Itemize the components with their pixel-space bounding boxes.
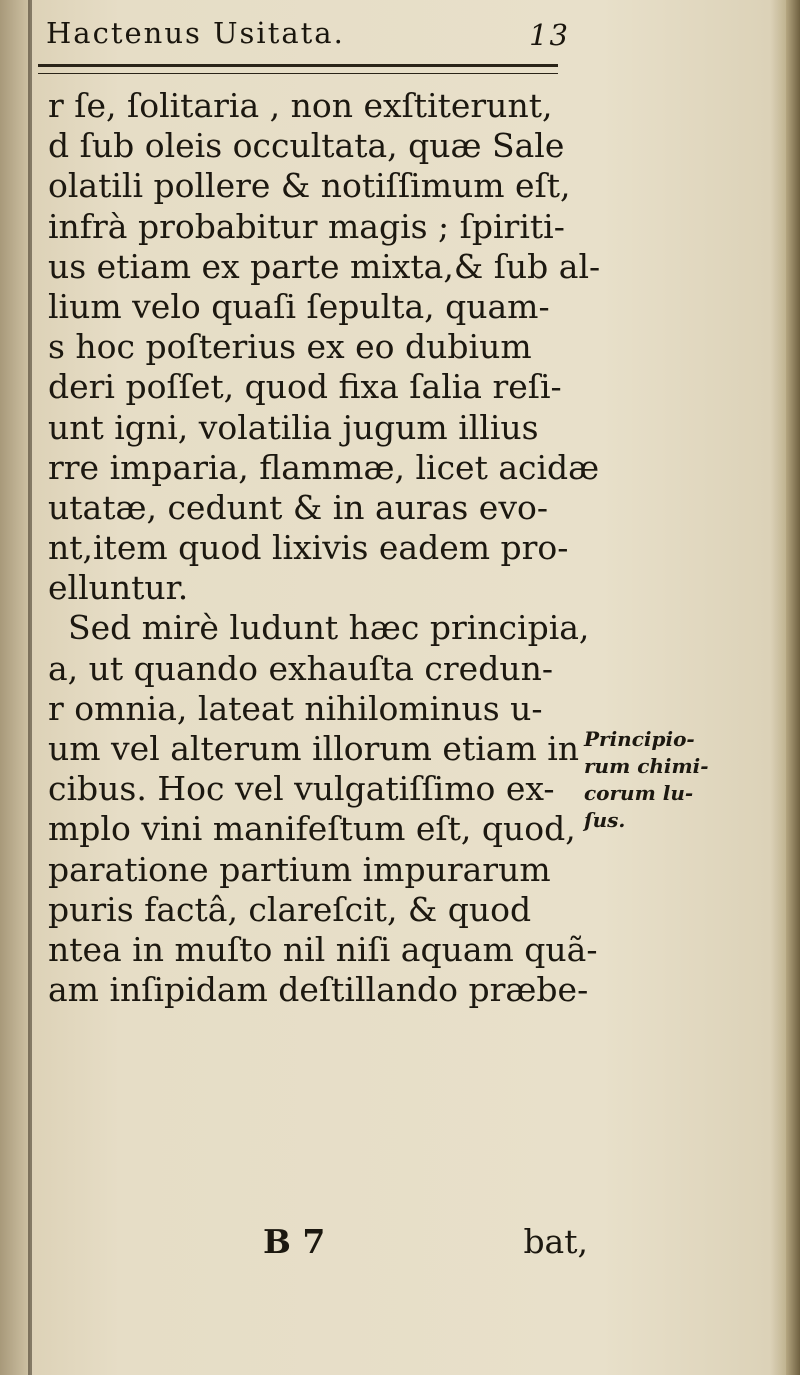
text-line: unt igni, volatilia jugum illius bbox=[48, 407, 539, 447]
text-line: lium velo quaſi ſepulta, quam- bbox=[48, 286, 550, 326]
text-line: nt,item quod lixivis eadem pro- bbox=[48, 528, 569, 568]
text-line: um vel alterum illorum etiam in bbox=[48, 729, 580, 768]
marginal-note bbox=[584, 726, 744, 834]
text-line: deri poſſet, quod fixa ſalia reſi- bbox=[48, 367, 562, 407]
text-line: elluntur. bbox=[48, 568, 189, 608]
paragraph-start-line: Sed mirè ludunt hæc principia, bbox=[68, 608, 590, 648]
marginal-line: ſus. bbox=[584, 808, 626, 832]
text-line: r omnia, lateat nihilominus u- bbox=[48, 688, 543, 728]
binding-gutter bbox=[0, 0, 30, 1375]
text-line: olatili pollere & notiſſimum eſt, bbox=[48, 166, 571, 206]
running-title: Hactenus Usitata. bbox=[46, 16, 345, 50]
running-header bbox=[38, 10, 578, 60]
marginal-line: Principio- bbox=[584, 727, 695, 751]
marginal-line: rum chimi- bbox=[584, 754, 709, 778]
gutter-shadow bbox=[28, 0, 32, 1375]
text-line: cibus. Hoc vel vulgatiſſimo ex- bbox=[48, 769, 555, 809]
text-line: r ſe, ſolitaria , non exſtiterunt, bbox=[48, 86, 553, 125]
text-line: a, ut quando exhauſta credun- bbox=[48, 648, 553, 688]
text-line: puris factâ, clareſcit, & quod bbox=[48, 889, 532, 929]
page-footer bbox=[48, 1222, 588, 1264]
page-number: 13 bbox=[529, 18, 570, 52]
signature-mark: B 7 bbox=[263, 1222, 326, 1261]
page-edge bbox=[786, 0, 800, 1375]
marginal-line: corum lu- bbox=[584, 781, 694, 805]
text-line: d ſub oleis occultata, quæ Sale bbox=[48, 126, 565, 166]
text-line: infrà probabitur magis ; ſpiriti- bbox=[48, 206, 565, 246]
text-line: am inſipidam deſtillando præbe- bbox=[48, 970, 589, 1010]
body-text bbox=[48, 86, 601, 1010]
catchword: bat, bbox=[523, 1222, 588, 1261]
text-line: rre imparia, flammæ, licet acidæ bbox=[48, 447, 600, 487]
text-line: us etiam ex parte mixta,& ſub al- bbox=[48, 246, 601, 286]
text-line: paratione partium impurarum bbox=[48, 849, 551, 889]
text-line: mplo vini manifeſtum eſt, quod, bbox=[48, 809, 576, 849]
text-line: ntea in muſto nil niſi aquam quã- bbox=[48, 929, 598, 969]
text-line: utatæ, cedunt & in auras evo- bbox=[48, 487, 548, 527]
text-line: s hoc poſterius ex eo dubium bbox=[48, 327, 532, 367]
header-rule bbox=[38, 64, 558, 74]
